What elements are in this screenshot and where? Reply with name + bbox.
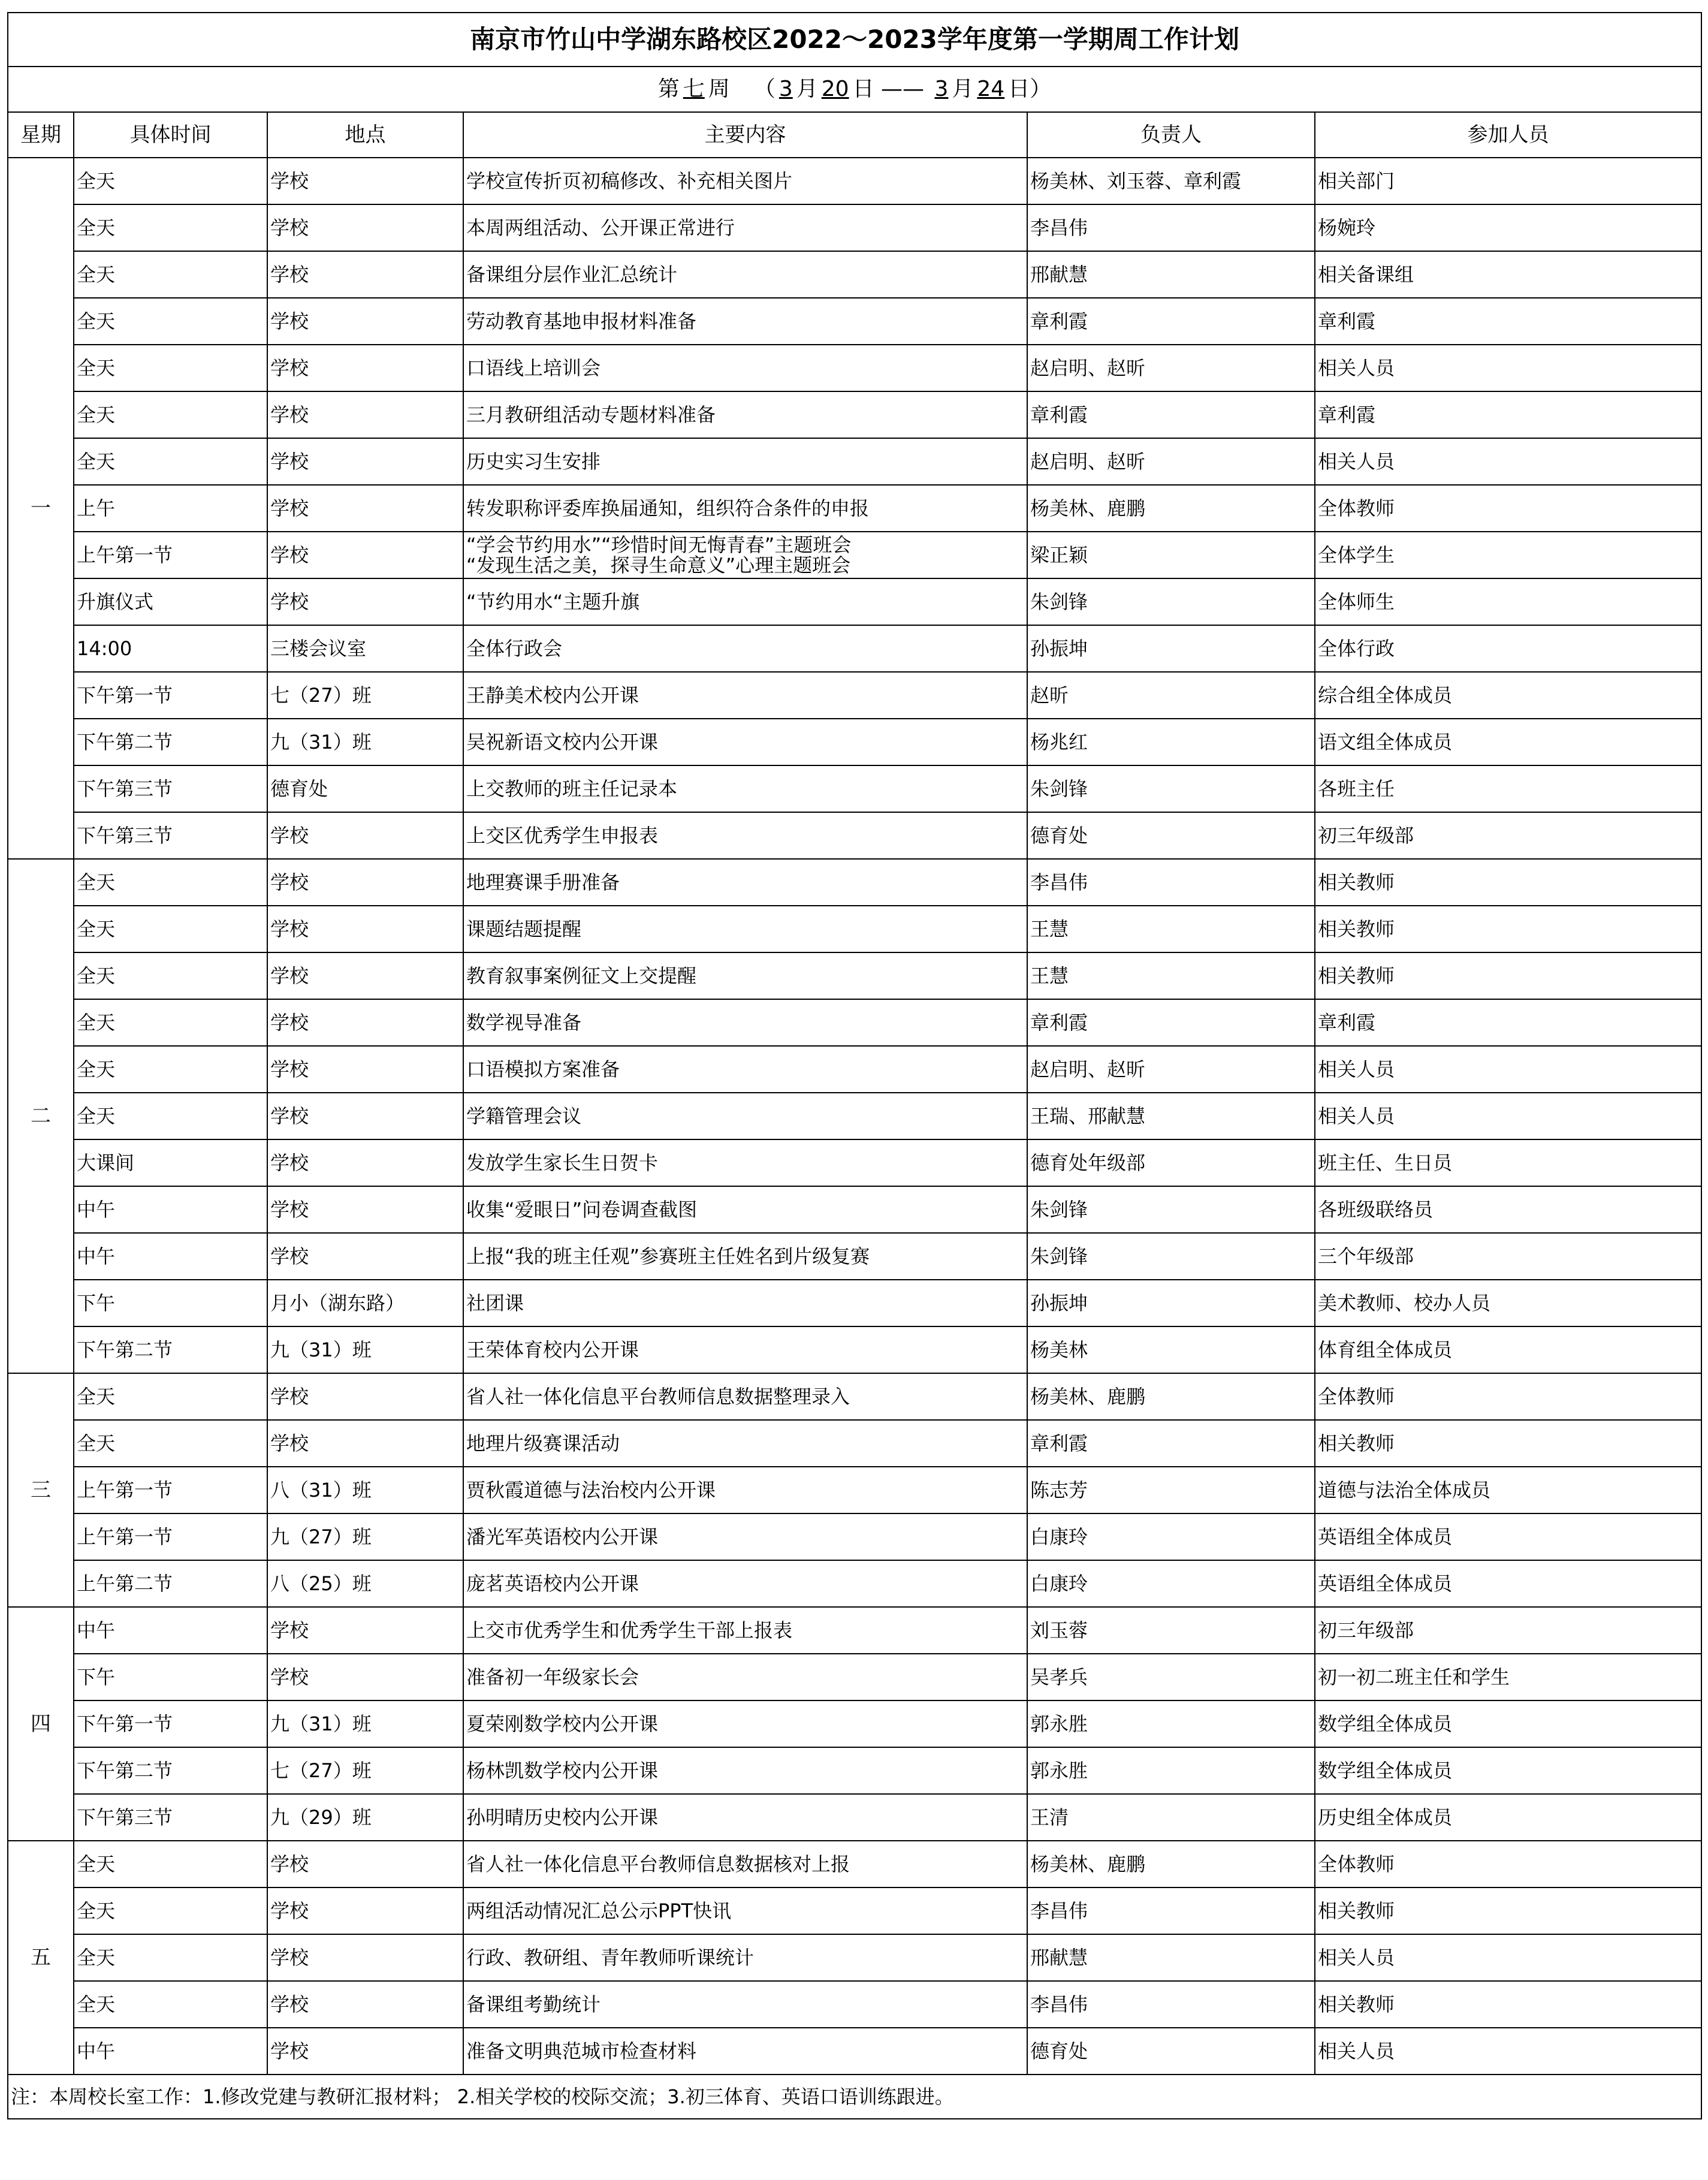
place-cell: 八（25）班 bbox=[267, 1560, 463, 1607]
attendees-cell: 相关人员 bbox=[1315, 1046, 1701, 1093]
place-cell: 学校 bbox=[267, 952, 463, 999]
owner-cell: 德育处年级部 bbox=[1027, 1139, 1315, 1186]
place-cell: 月小（湖东路） bbox=[267, 1280, 463, 1326]
place-cell: 学校 bbox=[267, 1887, 463, 1934]
table-row bbox=[8, 1747, 1701, 1794]
table-row bbox=[8, 1420, 1701, 1467]
owner-cell: 李昌伟 bbox=[1027, 1887, 1315, 1934]
attendees-cell: 相关教师 bbox=[1315, 1981, 1701, 2028]
time-cell: 全天 bbox=[74, 1981, 267, 2028]
attendees-cell: 语文组全体成员 bbox=[1315, 719, 1701, 765]
end-day: 24 bbox=[977, 77, 1005, 101]
table-row bbox=[8, 1981, 1701, 2028]
place-cell: 学校 bbox=[267, 1981, 463, 2028]
attendees-cell: 初一初二班主任和学生 bbox=[1315, 1654, 1701, 1700]
place-cell: 学校 bbox=[267, 1420, 463, 1467]
table-row bbox=[8, 1560, 1701, 1607]
owner-cell: 李昌伟 bbox=[1027, 1981, 1315, 2028]
place-cell: 学校 bbox=[267, 251, 463, 298]
weekday-cell: 三 bbox=[8, 1373, 74, 1607]
owner-cell: 章利霞 bbox=[1027, 298, 1315, 345]
time-cell: 全天 bbox=[74, 999, 267, 1046]
owner-cell: 朱剑锋 bbox=[1027, 578, 1315, 625]
time-cell: 下午第三节 bbox=[74, 1794, 267, 1841]
content-cell: 上报“我的班主任观”参赛班主任姓名到片级复赛 bbox=[463, 1233, 1027, 1280]
table-row bbox=[8, 438, 1701, 485]
owner-cell: 陈志芳 bbox=[1027, 1467, 1315, 1513]
place-cell: 九（31）班 bbox=[267, 1700, 463, 1747]
table-row bbox=[8, 1934, 1701, 1981]
attendees-cell: 相关教师 bbox=[1315, 1887, 1701, 1934]
place-cell: 学校 bbox=[267, 204, 463, 251]
time-cell: 全天 bbox=[74, 906, 267, 952]
place-cell: 学校 bbox=[267, 532, 463, 578]
work-plan-table bbox=[7, 12, 1702, 2119]
place-cell: 学校 bbox=[267, 158, 463, 204]
owner-cell: 朱剑锋 bbox=[1027, 1186, 1315, 1233]
attendees-cell: 美术教师、校办人员 bbox=[1315, 1280, 1701, 1326]
attendees-cell: 英语组全体成员 bbox=[1315, 1560, 1701, 1607]
attendees-cell: 英语组全体成员 bbox=[1315, 1513, 1701, 1560]
attendees-cell: 相关备课组 bbox=[1315, 251, 1701, 298]
table-row bbox=[8, 1326, 1701, 1373]
attendees-cell: 相关人员 bbox=[1315, 2028, 1701, 2075]
content-cell: 王静美术校内公开课 bbox=[463, 672, 1027, 719]
content-cell: 贾秋霞道德与法治校内公开课 bbox=[463, 1467, 1027, 1513]
place-cell: 学校 bbox=[267, 1934, 463, 1981]
content-cell: 备课组考勤统计 bbox=[463, 1981, 1027, 2028]
place-cell: 九（29）班 bbox=[267, 1794, 463, 1841]
content-cell: 地理片级赛课活动 bbox=[463, 1420, 1027, 1467]
table-row bbox=[8, 1046, 1701, 1093]
place-cell: 三楼会议室 bbox=[267, 625, 463, 672]
owner-cell: 德育处 bbox=[1027, 812, 1315, 859]
place-cell: 学校 bbox=[267, 812, 463, 859]
content-cell: 省人社一体化信息平台教师信息数据核对上报 bbox=[463, 1841, 1027, 1887]
place-cell: 学校 bbox=[267, 438, 463, 485]
time-cell: 下午第一节 bbox=[74, 1700, 267, 1747]
place-cell: 学校 bbox=[267, 1046, 463, 1093]
content-cell: 课题结题提醒 bbox=[463, 906, 1027, 952]
attendees-cell: 体育组全体成员 bbox=[1315, 1326, 1701, 1373]
header-weekday: 星期 bbox=[8, 112, 74, 158]
attendees-cell: 章利霞 bbox=[1315, 298, 1701, 345]
work-plan-sheet bbox=[7, 12, 1701, 2119]
content-cell: 备课组分层作业汇总统计 bbox=[463, 251, 1027, 298]
content-cell: 准备初一年级家长会 bbox=[463, 1654, 1027, 1700]
start-month: 3 bbox=[778, 77, 793, 101]
content-cell: 杨林凯数学校内公开课 bbox=[463, 1747, 1027, 1794]
place-cell: 学校 bbox=[267, 1139, 463, 1186]
content-cell: 本周两组活动、公开课正常进行 bbox=[463, 204, 1027, 251]
content-cell: 王荣体育校内公开课 bbox=[463, 1326, 1027, 1373]
place-cell: 学校 bbox=[267, 859, 463, 906]
table-row bbox=[8, 345, 1701, 391]
table-row bbox=[8, 251, 1701, 298]
content-cell: 劳动教育基地申报材料准备 bbox=[463, 298, 1027, 345]
place-cell: 九（31）班 bbox=[267, 719, 463, 765]
attendees-cell: 相关人员 bbox=[1315, 438, 1701, 485]
content-cell: 口语线上培训会 bbox=[463, 345, 1027, 391]
owner-cell: 杨美林、鹿鹏 bbox=[1027, 1841, 1315, 1887]
content-cell: 潘光军英语校内公开课 bbox=[463, 1513, 1027, 1560]
attendees-cell: 数学组全体成员 bbox=[1315, 1747, 1701, 1794]
content-cell: 数学视导准备 bbox=[463, 999, 1027, 1046]
table-row bbox=[8, 1794, 1701, 1841]
place-cell: 学校 bbox=[267, 485, 463, 532]
time-cell: 下午 bbox=[74, 1654, 267, 1700]
content-cell bbox=[463, 532, 1027, 578]
attendees-cell: 章利霞 bbox=[1315, 999, 1701, 1046]
owner-cell: 章利霞 bbox=[1027, 999, 1315, 1046]
time-cell: 升旗仪式 bbox=[74, 578, 267, 625]
attendees-cell: 相关部门 bbox=[1315, 158, 1701, 204]
place-cell: 学校 bbox=[267, 1654, 463, 1700]
time-cell: 全天 bbox=[74, 298, 267, 345]
attendees-cell: 相关教师 bbox=[1315, 1420, 1701, 1467]
time-cell: 全天 bbox=[74, 1934, 267, 1981]
table-row bbox=[8, 1654, 1701, 1700]
table-row bbox=[8, 1280, 1701, 1326]
time-cell: 全天 bbox=[74, 1046, 267, 1093]
table-row bbox=[8, 1607, 1701, 1654]
start-day-char: 日 bbox=[852, 77, 874, 101]
time-cell: 全天 bbox=[74, 859, 267, 906]
table-row bbox=[8, 391, 1701, 438]
week-number: 七 bbox=[683, 77, 705, 101]
attendees-cell: 历史组全体成员 bbox=[1315, 1794, 1701, 1841]
content-cell: 教育叙事案例征文上交提醒 bbox=[463, 952, 1027, 999]
owner-cell: 孙振坤 bbox=[1027, 1280, 1315, 1326]
table-row bbox=[8, 1467, 1701, 1513]
owner-cell: 王清 bbox=[1027, 1794, 1315, 1841]
content-cell: 庞茗英语校内公开课 bbox=[463, 1560, 1027, 1607]
owner-cell: 吴孝兵 bbox=[1027, 1654, 1315, 1700]
place-cell: 学校 bbox=[267, 1841, 463, 1887]
content-cell: 历史实习生安排 bbox=[463, 438, 1027, 485]
owner-cell: 李昌伟 bbox=[1027, 859, 1315, 906]
content-cell: 学籍管理会议 bbox=[463, 1093, 1027, 1139]
attendees-cell: 三个年级部 bbox=[1315, 1233, 1701, 1280]
owner-cell: 杨美林、刘玉蓉、章利霞 bbox=[1027, 158, 1315, 204]
content-cell: 收集“爱眼日”问卷调查截图 bbox=[463, 1186, 1027, 1233]
time-cell: 中午 bbox=[74, 1233, 267, 1280]
table-row bbox=[8, 1139, 1701, 1186]
time-cell: 全天 bbox=[74, 391, 267, 438]
place-cell: 七（27）班 bbox=[267, 672, 463, 719]
place-cell: 学校 bbox=[267, 2028, 463, 2075]
table-row bbox=[8, 532, 1701, 578]
table-row bbox=[8, 906, 1701, 952]
attendees-cell: 各班主任 bbox=[1315, 765, 1701, 812]
content-cell: 夏荣刚数学校内公开课 bbox=[463, 1700, 1027, 1747]
place-cell: 学校 bbox=[267, 298, 463, 345]
time-cell: 全天 bbox=[74, 1093, 267, 1139]
content-line-1: “学会节约用水”“珍惜时间无悔青春”主题班会 bbox=[466, 533, 852, 556]
footer-note: 注：本周校长室工作：1.修改党建与教研汇报材料； 2.相关学校的校际交流；3.初三体育、英语口语训练跟进。 bbox=[8, 2075, 1701, 2119]
table-row bbox=[8, 952, 1701, 999]
place-cell: 九（31）班 bbox=[267, 1326, 463, 1373]
time-cell: 中午 bbox=[74, 1607, 267, 1654]
table-row bbox=[8, 485, 1701, 532]
table-row bbox=[8, 1233, 1701, 1280]
place-cell: 学校 bbox=[267, 906, 463, 952]
attendees-cell: 班主任、生日员 bbox=[1315, 1139, 1701, 1186]
time-cell: 全天 bbox=[74, 204, 267, 251]
content-cell: 上交区优秀学生申报表 bbox=[463, 812, 1027, 859]
attendees-cell: 相关人员 bbox=[1315, 1093, 1701, 1139]
place-cell: 八（31）班 bbox=[267, 1467, 463, 1513]
attendees-cell: 全体行政 bbox=[1315, 625, 1701, 672]
footer-note-row bbox=[8, 2075, 1701, 2119]
owner-cell: 章利霞 bbox=[1027, 391, 1315, 438]
attendees-cell: 全体师生 bbox=[1315, 578, 1701, 625]
time-cell: 全天 bbox=[74, 1420, 267, 1467]
owner-cell: 赵启明、赵昕 bbox=[1027, 438, 1315, 485]
owner-cell: 赵昕 bbox=[1027, 672, 1315, 719]
owner-cell: 梁正颖 bbox=[1027, 532, 1315, 578]
time-cell: 中午 bbox=[74, 2028, 267, 2075]
place-cell: 学校 bbox=[267, 578, 463, 625]
time-cell: 全天 bbox=[74, 1841, 267, 1887]
end-day-char: 日 bbox=[1008, 77, 1030, 101]
owner-cell: 杨兆红 bbox=[1027, 719, 1315, 765]
time-cell: 全天 bbox=[74, 1887, 267, 1934]
range-dash: —— bbox=[881, 77, 925, 101]
owner-cell: 杨美林、鹿鹏 bbox=[1027, 485, 1315, 532]
content-cell: 三月教研组活动专题材料准备 bbox=[463, 391, 1027, 438]
end-month: 3 bbox=[934, 77, 949, 101]
content-cell: 全体行政会 bbox=[463, 625, 1027, 672]
content-line-2: “发现生活之美，探寻生命意义”心理主题班会 bbox=[466, 554, 851, 577]
owner-cell: 赵启明、赵昕 bbox=[1027, 345, 1315, 391]
table-row bbox=[8, 1887, 1701, 1934]
attendees-cell: 相关教师 bbox=[1315, 906, 1701, 952]
table-row bbox=[8, 1841, 1701, 1887]
content-cell: 准备文明典范城市检查材料 bbox=[463, 2028, 1027, 2075]
table-row bbox=[8, 578, 1701, 625]
owner-cell: 孙振坤 bbox=[1027, 625, 1315, 672]
time-cell: 全天 bbox=[74, 952, 267, 999]
time-cell: 全天 bbox=[74, 158, 267, 204]
attendees-cell: 章利霞 bbox=[1315, 391, 1701, 438]
content-cell: 上交教师的班主任记录本 bbox=[463, 765, 1027, 812]
time-cell: 上午第二节 bbox=[74, 1560, 267, 1607]
table-row bbox=[8, 204, 1701, 251]
time-cell: 下午第二节 bbox=[74, 1326, 267, 1373]
time-cell: 14:00 bbox=[74, 625, 267, 672]
place-cell: 学校 bbox=[267, 391, 463, 438]
content-cell: 吴祝新语文校内公开课 bbox=[463, 719, 1027, 765]
owner-cell: 王慧 bbox=[1027, 906, 1315, 952]
owner-cell: 章利霞 bbox=[1027, 1420, 1315, 1467]
table-row bbox=[8, 1700, 1701, 1747]
table-row bbox=[8, 1373, 1701, 1420]
attendees-cell: 相关人员 bbox=[1315, 1934, 1701, 1981]
place-cell: 学校 bbox=[267, 1186, 463, 1233]
content-cell: 发放学生家长生日贺卡 bbox=[463, 1139, 1027, 1186]
table-row bbox=[8, 1513, 1701, 1560]
attendees-cell: 相关教师 bbox=[1315, 859, 1701, 906]
place-cell: 学校 bbox=[267, 1233, 463, 1280]
weekday-cell: 五 bbox=[8, 1841, 74, 2075]
time-cell: 下午第三节 bbox=[74, 765, 267, 812]
table-row bbox=[8, 1093, 1701, 1139]
content-cell: “节约用水“主题升旗 bbox=[463, 578, 1027, 625]
table-row bbox=[8, 298, 1701, 345]
place-cell: 学校 bbox=[267, 999, 463, 1046]
weekday-cell: 四 bbox=[8, 1607, 74, 1841]
owner-cell: 邢献慧 bbox=[1027, 1934, 1315, 1981]
place-cell: 学校 bbox=[267, 1607, 463, 1654]
content-cell: 学校宣传折页初稿修改、补充相关图片 bbox=[463, 158, 1027, 204]
week-suffix: 周 bbox=[708, 77, 730, 101]
table-row bbox=[8, 999, 1701, 1046]
content-cell: 转发职称评委库换届通知，组织符合条件的申报 bbox=[463, 485, 1027, 532]
owner-cell: 王慧 bbox=[1027, 952, 1315, 999]
table-row bbox=[8, 719, 1701, 765]
time-cell: 下午第二节 bbox=[74, 1747, 267, 1794]
place-cell: 七（27）班 bbox=[267, 1747, 463, 1794]
attendees-cell: 初三年级部 bbox=[1315, 812, 1701, 859]
attendees-cell: 数学组全体成员 bbox=[1315, 1700, 1701, 1747]
time-cell: 上午第一节 bbox=[74, 532, 267, 578]
range-open: （ bbox=[753, 77, 775, 101]
table-header bbox=[8, 112, 1701, 158]
time-cell: 全天 bbox=[74, 251, 267, 298]
owner-cell: 杨美林、鹿鹏 bbox=[1027, 1373, 1315, 1420]
place-cell: 学校 bbox=[267, 1093, 463, 1139]
header-place: 地点 bbox=[267, 112, 463, 158]
content-cell: 省人社一体化信息平台教师信息数据整理录入 bbox=[463, 1373, 1027, 1420]
weekday-cell: 一 bbox=[8, 158, 74, 859]
time-cell: 下午第二节 bbox=[74, 719, 267, 765]
attendees-cell: 道德与法治全体成员 bbox=[1315, 1467, 1701, 1513]
time-cell: 下午 bbox=[74, 1280, 267, 1326]
header-time: 具体时间 bbox=[74, 112, 267, 158]
attendees-cell: 相关人员 bbox=[1315, 345, 1701, 391]
end-month-char: 月 bbox=[952, 77, 974, 101]
owner-cell: 邢献慧 bbox=[1027, 251, 1315, 298]
table-row bbox=[8, 625, 1701, 672]
start-month-char: 月 bbox=[796, 77, 818, 101]
time-cell: 全天 bbox=[74, 345, 267, 391]
table-row bbox=[8, 859, 1701, 906]
range-close: ） bbox=[1030, 77, 1052, 101]
owner-cell: 王瑞、邢献慧 bbox=[1027, 1093, 1315, 1139]
week-prefix: 第 bbox=[657, 77, 680, 101]
attendees-cell: 各班级联络员 bbox=[1315, 1186, 1701, 1233]
weekday-cell: 二 bbox=[8, 859, 74, 1373]
owner-cell: 李昌伟 bbox=[1027, 204, 1315, 251]
header-attendees: 参加人员 bbox=[1315, 112, 1701, 158]
table-row bbox=[8, 1186, 1701, 1233]
place-cell: 德育处 bbox=[267, 765, 463, 812]
content-cell: 口语模拟方案准备 bbox=[463, 1046, 1027, 1093]
header-owner: 负责人 bbox=[1027, 112, 1315, 158]
attendees-cell: 全体学生 bbox=[1315, 532, 1701, 578]
time-cell: 下午第一节 bbox=[74, 672, 267, 719]
table-row bbox=[8, 765, 1701, 812]
table-row bbox=[8, 672, 1701, 719]
attendees-cell: 全体教师 bbox=[1315, 1373, 1701, 1420]
table-row bbox=[8, 2028, 1701, 2075]
time-cell: 全天 bbox=[74, 438, 267, 485]
place-cell: 学校 bbox=[267, 345, 463, 391]
owner-cell: 赵启明、赵昕 bbox=[1027, 1046, 1315, 1093]
time-cell: 上午第一节 bbox=[74, 1513, 267, 1560]
page-title: 南京市竹山中学湖东路校区2022～2023学年度第一学期周工作计划 bbox=[8, 13, 1701, 67]
time-cell: 上午 bbox=[74, 485, 267, 532]
attendees-cell: 全体教师 bbox=[1315, 485, 1701, 532]
table-row bbox=[8, 812, 1701, 859]
content-cell: 社团课 bbox=[463, 1280, 1027, 1326]
content-cell: 上交市优秀学生和优秀学生干部上报表 bbox=[463, 1607, 1027, 1654]
table-row bbox=[8, 158, 1701, 204]
header-content: 主要内容 bbox=[463, 112, 1027, 158]
owner-cell: 朱剑锋 bbox=[1027, 1233, 1315, 1280]
week-range bbox=[8, 67, 1701, 112]
place-cell: 九（27）班 bbox=[267, 1513, 463, 1560]
time-cell: 大课间 bbox=[74, 1139, 267, 1186]
attendees-cell: 全体教师 bbox=[1315, 1841, 1701, 1887]
owner-cell: 白康玲 bbox=[1027, 1560, 1315, 1607]
content-cell: 地理赛课手册准备 bbox=[463, 859, 1027, 906]
owner-cell: 刘玉蓉 bbox=[1027, 1607, 1315, 1654]
time-cell: 全天 bbox=[74, 1373, 267, 1420]
time-cell: 上午第一节 bbox=[74, 1467, 267, 1513]
attendees-cell: 综合组全体成员 bbox=[1315, 672, 1701, 719]
content-cell: 行政、教研组、青年教师听课统计 bbox=[463, 1934, 1027, 1981]
owner-cell: 郭永胜 bbox=[1027, 1747, 1315, 1794]
start-day: 20 bbox=[821, 77, 849, 101]
time-cell: 中午 bbox=[74, 1186, 267, 1233]
owner-cell: 德育处 bbox=[1027, 2028, 1315, 2075]
place-cell: 学校 bbox=[267, 1373, 463, 1420]
attendees-cell: 初三年级部 bbox=[1315, 1607, 1701, 1654]
time-cell: 下午第三节 bbox=[74, 812, 267, 859]
owner-cell: 杨美林 bbox=[1027, 1326, 1315, 1373]
attendees-cell: 相关教师 bbox=[1315, 952, 1701, 999]
owner-cell: 朱剑锋 bbox=[1027, 765, 1315, 812]
content-cell: 两组活动情况汇总公示PPT快讯 bbox=[463, 1887, 1027, 1934]
owner-cell: 郭永胜 bbox=[1027, 1700, 1315, 1747]
owner-cell: 白康玲 bbox=[1027, 1513, 1315, 1560]
content-cell: 孙明晴历史校内公开课 bbox=[463, 1794, 1027, 1841]
attendees-cell: 杨婉玲 bbox=[1315, 204, 1701, 251]
